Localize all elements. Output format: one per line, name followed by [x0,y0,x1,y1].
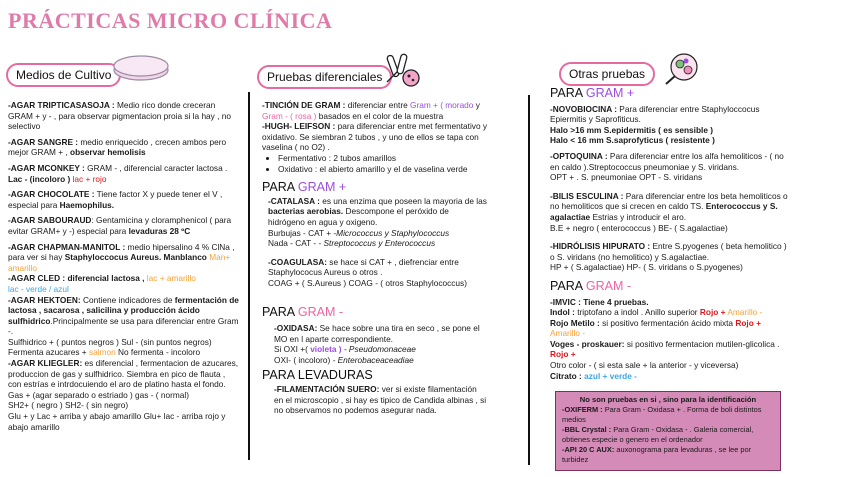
identification-box-heading: No son pruebas en si , sino para la identificación [579,395,757,404]
bilis-esculina-line: B.E + negro ( enterococcus ) BE- ( S.agalactiae) [550,222,728,233]
imvic: -IMVIC : Tiene 4 pruebas. [550,296,649,307]
divider-left [248,92,250,460]
bilis-esculina: -BILIS ESCULINA : Para diferenciar entre los beta hemoliticos o no hemoliticos que si crecen en caldo TS. Enterococcus y S. agalactiae Estrias y introducir el aro. [550,190,788,222]
para-gram-pos-heading: PARA GRAM + [262,180,347,195]
agar-kligler-line1: Gas + (agar separado o estriado ) gas - ( normal) [8,389,190,400]
catalasa-line2: Nada - CAT - - Streptococcus y Enterococcus [268,238,436,249]
agar-cled-line2: lac - verde / azul [8,283,69,294]
para-gram-neg-heading: PARA GRAM - [262,304,344,319]
novobiocina-line1: Halo >16 mm S.epidermitis ( es sensible ) [550,124,714,135]
section-otras-pill: Otras pruebas [559,62,655,86]
novobiocina-line2: Halo < 16 mm S.saprofyticus ( resistente ) [550,135,715,146]
agar-kligler-line3: Glu + y Lac + arriba y abajo amarillo Glu+ lac - arriba rojo y abajo amarillo [8,411,226,432]
section-medios-pill: Medios de Cultivo [6,63,121,87]
agar-hektoen: -AGAR HEKTOEN: Contiene indicadores de fermentación de lactosa , sacarosa , salicilina y producción ácido sulfhidrico.Principalmente se usa para diferenciar entre Gram -. [8,294,239,337]
otras-column [550,88,790,381]
agar-mconkey: -AGAR MCONKEY : GRAM - , diferencial caracter lactosa . Lac - (incoloro ) lac + rojo [8,162,228,184]
coagulasa-line: COAG + ( S.Aureus ) COAG - ( otros Staphylococcus) [268,277,467,288]
indol: Indol : triptofano a indol . Anillo superior Rojo + Amarillo - [550,307,763,318]
hugh-leifson: -HUGH- LEIFSON : para diferenciar entre met fermentativo y oxidativo. Se siembran 2 tubos , y uno de ellos se tapa con vaselina ( no O2) . [262,121,488,153]
microbes-icon [664,52,700,86]
agar-chapman: -AGAR CHAPMAN-MANITOL : medio hipersalino 4 % ClNa , para ver si hay Staphyloccocus Aureus. Manblanco Man+ amarillo [8,241,235,273]
catalasa: -CATALASA : es una enzima que poseen la mayoria de las bacterias aerobias. Descompone el peróxido de hidrógeno en agua y oxigeno. [268,195,487,227]
bbl-crystal: -BBL Crystal : Para Gram - Oxidasa - . Galeria comercial, obtienes especie o genero en el ordenador [562,425,754,444]
agar-kligler-line2: SH2+ ( negro ) SH2- ( sin negro) [8,400,129,411]
oxidasa: -OXIDASA: Se hace sobre una tira en seco , se pone el MO en l aparte correspondiente. [274,323,480,344]
hugh-oxidativo: • Oxidativo : el abierto amarillo y el de vaselina verde [278,164,488,175]
petri-dish-icon [112,52,170,84]
api-20c-aux: -API 20 C AUX: auxonograma para levaduras , se lee por turbidez [562,445,752,464]
optoquina: -OPTOQUINA : Para diferenciar entre los alfa hemoliticos - ( no en caldo ).Streptococcus pneumoniae y S. viridans. [550,150,784,172]
agar-chocolate: -AGAR CHOCOLATE : Tiene factor X y puede tener el V , especial para Haemophilus. [8,189,223,210]
hidrolisis-hipurato-line: HP + ( S.agalactiae) HP- ( S. viridans o S.pyogenes) [550,262,743,273]
citrato: Citrato : azul + verde - [550,370,637,381]
oxidasa-line1: Si OXI +( violeta ) - Pseudomonaceae [274,344,416,355]
filamentacion: -FILAMENTACIÓN SUERO: ver si existe filamentación en el microscopio , si hay es tipico de Candida albinas , si no observamos no podemos asegurar nada. [274,384,487,416]
agar-hektoen-line1: Sulfhidrico + ( puntos negros ) Sul - (sin puntos negros) [8,336,212,347]
agar-cled: -AGAR CLED : diferencial lactosa , lac + amarillo [8,273,196,284]
catalasa-line1: Burbujas - CAT + -Micrococcus y Staphylococcus [268,227,450,238]
agar-hektoen-line2: Fermenta azucares + salmon No fermenta - incoloro [8,347,201,358]
hidrolisis-hipurato: -HIDRÓLISIS HIPURATO : Entre S.pyogenes ( beta hemolitico ) o S. viridans (no hemolitico) y S.agalactiae. [550,241,787,262]
otras-para-gram-pos-heading: PARA GRAM + [550,86,635,100]
section-pruebas-pill: Pruebas diferenciales [257,65,392,89]
page-title: PRÁCTICAS MICRO CLÍNICA [8,8,333,33]
voges-proskauer-line: Otro color - ( si esta sale + la anterior - y viceversa) [550,360,739,371]
voges-proskauer: Voges - proskauer: si positivo fermentacion mutilen-glicolica . Rojo + [550,338,780,360]
oxiferm: -OXIFERM : Para Gram - Oxidasa + . Forma de boli distintos medios [562,405,762,424]
novobiocina: -NOVOBIOCINA : Para diferenciar entre Staphyloccocus Epiermitis y Saprofiticus. [550,103,760,125]
agar-kligler: -AGAR KLIEGLER: es diferencial , fermentacion de azucares, produccion de gas y sulfhidrico. Siembra en pico de flauta , con estrías e intrdocuiendo el aro de platino hasta el fondo. [8,358,239,390]
coagulasa: -COAGULASA: se hace si CAT + , diefrenciar entre Staphylococus Aureus o otros . [268,256,459,278]
identification-box [555,391,781,471]
rojo-metilo: Rojo Metilo : si positivo fermentación ácido mixta Rojo + Amarillo - [550,317,761,339]
para-levaduras-heading: PARA LEVADURAS [262,368,373,383]
hugh-fermentativo: • Fermentativo : 2 tubos amarillos [278,153,488,164]
agar-sangre: -AGAR SANGRE : medio enriquecido , crecen ambos pero mejor GRAM + , observar hemolisis [8,136,227,158]
pruebas-column [262,100,488,416]
lab-tubes-icon [385,52,421,88]
medios-column [8,100,240,432]
agar-sabouraud: -AGAR SABOURAUD: Gentamicina y cloramphenicol ( para evitar GRAM+ y -) especial para levaduras 28 ºC [8,215,232,236]
tincion-gram: -TINCIÓN DE GRAM : diferenciar entre Gram + ( morado y Gram - ( rosa ) basados en el color de la muestra [262,100,480,121]
otras-para-gram-neg-heading: PARA GRAM - [550,278,632,293]
divider-right [528,95,530,465]
optoquina-line: OPT + . S. pneumoniae OPT - S. viridans [550,172,703,183]
oxidasa-line2: OXI- ( incoloro) - Enterobaceaceadiae [274,354,414,365]
agar-tripticasoja: -AGAR TRIPTICASASOJA : Medio rico donde creceran GRAM + y - , para observar pigmentacion proia si la hay , no selectivo [8,100,231,132]
